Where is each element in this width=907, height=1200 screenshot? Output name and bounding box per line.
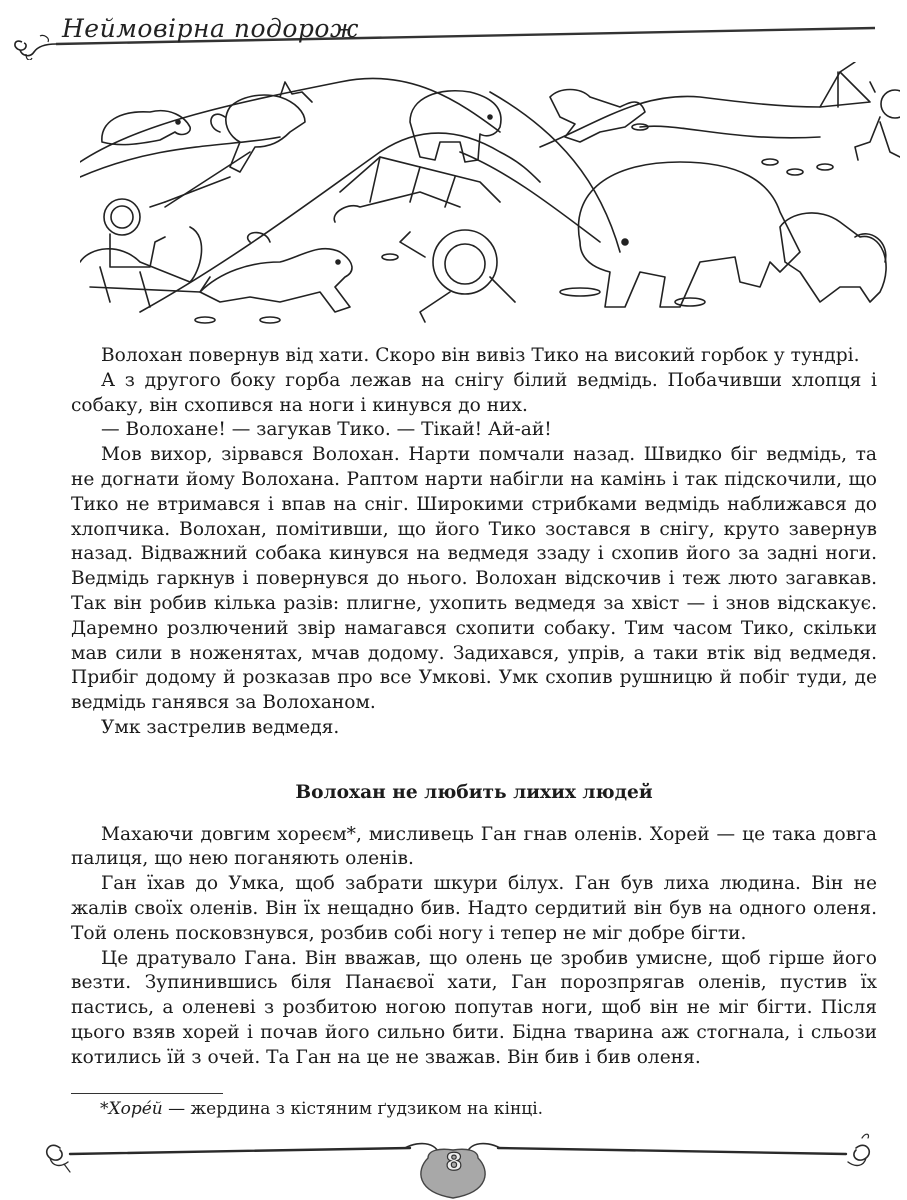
scroll-flourish-icon bbox=[854, 1145, 869, 1160]
footnote bbox=[100, 1098, 543, 1120]
running-title: Неймовірна подорож bbox=[62, 14, 359, 43]
paragraph: Умк застрелив ведмедя. bbox=[101, 716, 340, 738]
paragraph: Мов вихор, зірвався Волохан. Нарти помчали назад. Швидко біг ведмідь, та не догнати йому Волохана. Раптом нарти набігли на камінь і так підскочили, що Тико не втримався і впав на сніг. Широкими стрибками ведмідь наближався до хлопчика. Волохан, помітивши, що його Тико зостався в снігу, круто завернув назад. Відважний собака кинувся на ведмедя ззаду і схопив його за задні ноги. Ведмідь гаркнув і повернувся до нього. Волохан відскочив і теж люто загавкав. Так він робив кілька разів: плигне, ухопить ведмедя за хвіст — і знов відскакує. Даремно розлючений звір намагався схопити собаку. Тим часом Тико, скільки мав сили в ноженятах, мчав додому. Задихався, упрів, а таки втік від ведмедя. Прибіг додому й розказав про все Умкові. Умк схопив рушницю й побіг туди, де ведмідь ганявся за Волоханом. bbox=[71, 444, 877, 714]
child-icon bbox=[104, 152, 250, 267]
paragraph: А з другого боку горба лежав на снігу білий ведмідь. Побачивши хлопця і собаку, він схопився на ноги і кинувся до них. bbox=[71, 369, 877, 416]
husky-dog-icon bbox=[780, 213, 886, 302]
page-number: 8 bbox=[445, 1148, 463, 1176]
section-title: Волохан не любить лихих людей bbox=[295, 781, 653, 803]
footer-rule-right bbox=[498, 1148, 846, 1154]
story-illustration bbox=[80, 62, 900, 337]
paragraph: Волохан повернув від хати. Скоро він вивіз Тико на високий горбок у тундрі. bbox=[101, 345, 860, 366]
polar-bear-icon bbox=[578, 162, 800, 307]
scroll-flourish-icon bbox=[47, 1145, 62, 1160]
paragraph: Махаючи довгим хореєм*, мисливець Ган гнав оленів. Хорей — це така довга палиця, що нею поганяють оленів. bbox=[71, 823, 877, 870]
husky-dog-icon bbox=[211, 82, 312, 172]
husky-dog-icon bbox=[550, 90, 645, 143]
dialogue-line: — Волохане! — загукав Тико. — Тікай! Ай-ай! bbox=[101, 419, 552, 441]
child-icon bbox=[400, 230, 515, 322]
running-header bbox=[0, 0, 907, 60]
footnote-marker: * bbox=[100, 1099, 109, 1119]
footnote-divider bbox=[71, 1093, 223, 1094]
tent-icon bbox=[820, 62, 870, 107]
footer-rule-left bbox=[70, 1148, 410, 1154]
footnote-term: Хоре́й bbox=[108, 1099, 163, 1119]
scroll-flourish-icon bbox=[15, 41, 26, 50]
paragraph: Ган їхав до Умка, щоб забрати шкури білух. Ган був лиха людина. Він не жалів своїх оленів. Він їх нещадно бив. Надто сердитий він був на одного оленя. Той олень посковзнувся, розбив собі ногу і тепер не міг добре бігти. bbox=[71, 873, 877, 944]
paragraph: Це дратувало Гана. Він вважав, що олень це зробив умисне, щоб гірше його везти. Зупинившись біля Панаєвої хати, Ган порозпрягав оленів, пустив їх пастись, а оленеві з розбитою ногою попутав ноги, щоб він не міг бігти. Після цього взяв хорей і почав його сильно бити. Бідна тварина аж стогнала, і сльози котились їй з очей. Та Ган на це не зважав. Він бив і бив оленя. bbox=[71, 947, 877, 1068]
husky-dog-icon bbox=[200, 233, 352, 312]
footnote-definition: — жердина з кістяним ґудзиком на кінці. bbox=[162, 1099, 544, 1119]
polar-bear-icon bbox=[102, 111, 190, 145]
story-text bbox=[71, 344, 877, 1071]
